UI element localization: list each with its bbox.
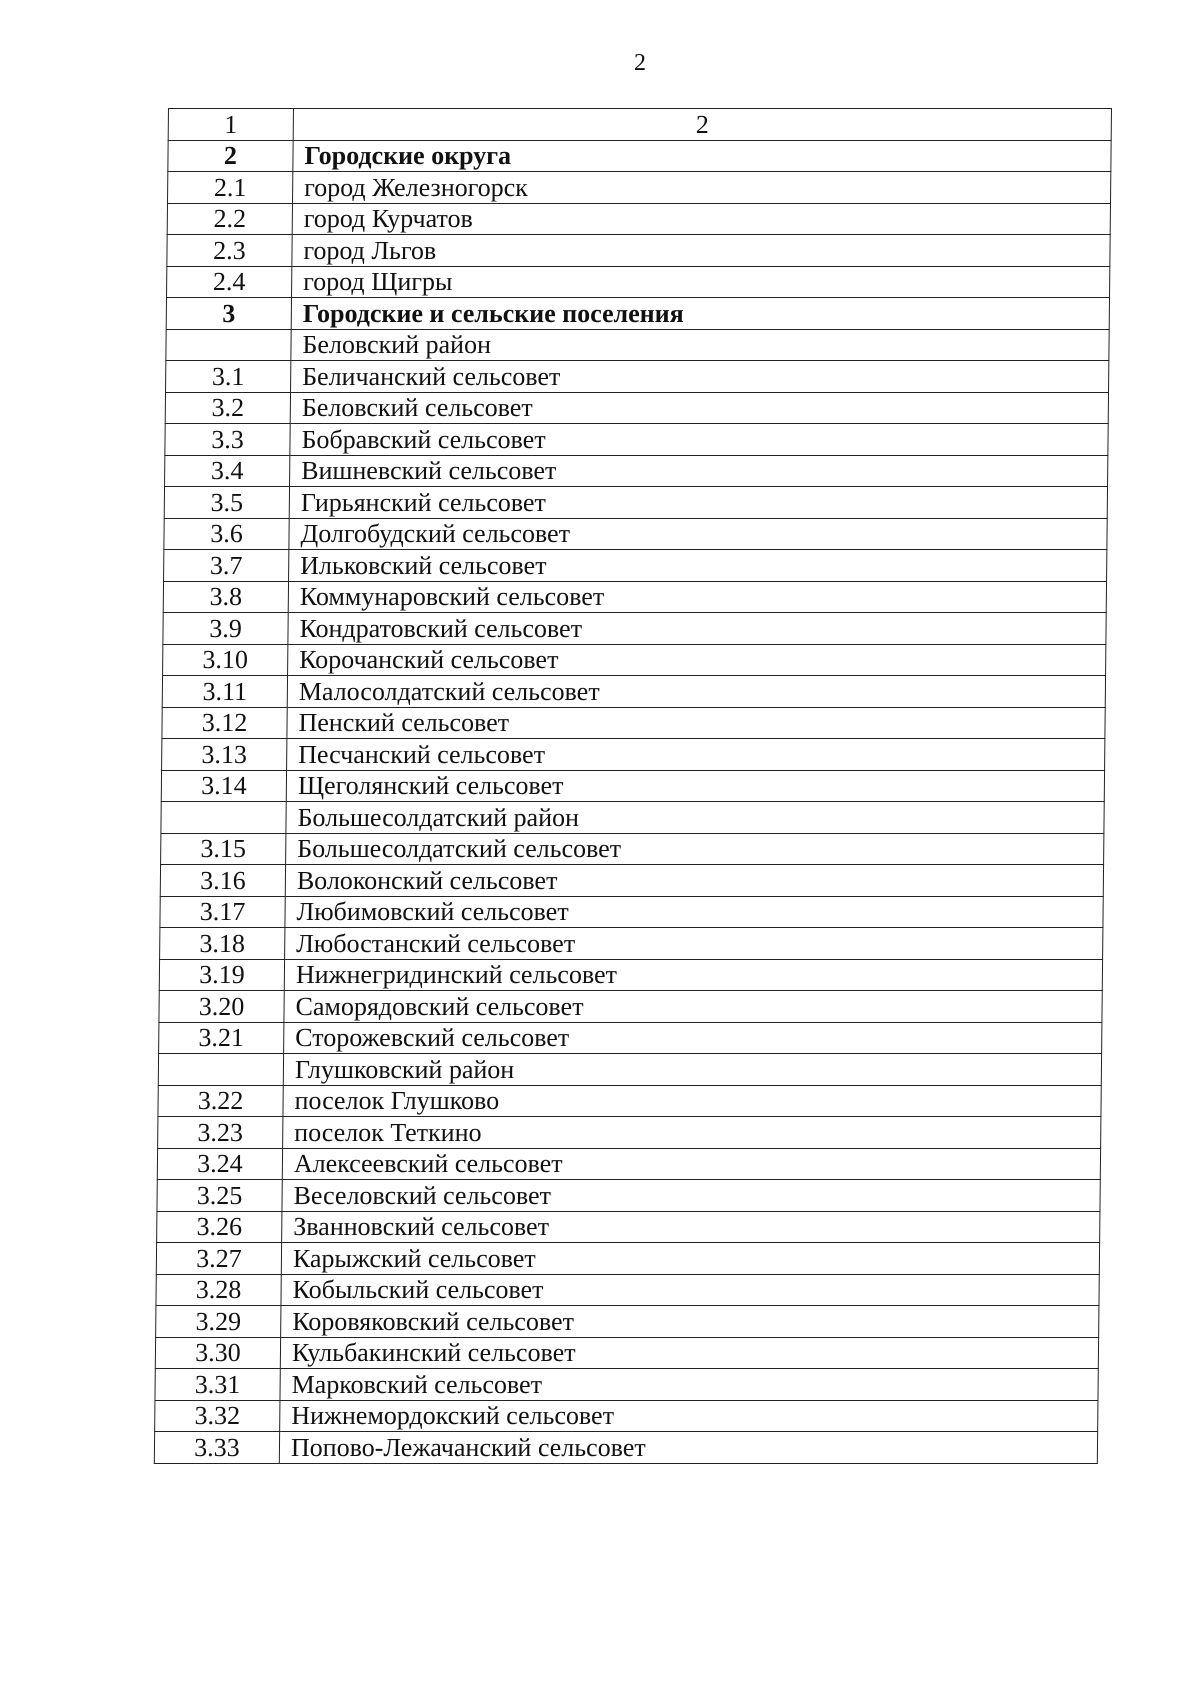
table-row <box>155 1337 1098 1369</box>
row-name-cell: Коровяковский сельсовет <box>281 1306 1099 1338</box>
row-number-cell: 3.11 <box>162 676 287 708</box>
table-row <box>165 392 1108 424</box>
district-row <box>158 1054 1101 1086</box>
row-number-cell: 3.8 <box>163 581 288 613</box>
table-row <box>159 959 1102 991</box>
row-number-cell: 3.33 <box>154 1432 279 1464</box>
row-number-cell: 3.3 <box>165 424 290 456</box>
table-row <box>162 676 1105 708</box>
row-number-cell: 3.16 <box>160 865 285 897</box>
row-name-cell: поселок Глушково <box>283 1085 1101 1117</box>
table-row <box>161 833 1104 865</box>
row-number-cell: 3.12 <box>162 707 287 739</box>
row-number-cell: 3.29 <box>156 1306 281 1338</box>
row-number-cell: 3.21 <box>159 1022 284 1054</box>
municipalities-table <box>154 108 1112 1464</box>
row-number-cell: 3.23 <box>158 1117 283 1149</box>
row-name-cell: Беловский район <box>291 329 1109 361</box>
row-name-cell: Званновский сельсовет <box>282 1211 1100 1243</box>
row-name-cell: Бобравский сельсовет <box>290 424 1108 456</box>
table-row <box>158 1117 1101 1149</box>
table-row <box>159 1022 1102 1054</box>
table-row <box>156 1274 1099 1306</box>
header-cell-name: 2 <box>293 109 1111 141</box>
table-row <box>167 203 1110 235</box>
table-row <box>166 361 1109 393</box>
row-number-cell: 3.22 <box>158 1085 283 1117</box>
row-number-cell: 3.5 <box>164 487 289 519</box>
district-row <box>166 329 1109 361</box>
row-name-cell: Большесолдатский сельсовет <box>286 833 1104 865</box>
row-name-cell: Глушковский район <box>283 1054 1101 1086</box>
row-number-cell: 3.30 <box>155 1337 280 1369</box>
table-body <box>154 109 1111 1464</box>
row-number-cell <box>158 1054 283 1086</box>
row-name-cell: Беличанский сельсовет <box>291 361 1109 393</box>
row-number-cell: 3.32 <box>155 1400 280 1432</box>
table-row <box>163 644 1106 676</box>
table-row <box>154 1432 1097 1464</box>
row-number-cell: 3.1 <box>166 361 291 393</box>
row-number-cell: 3.4 <box>165 455 290 487</box>
row-name-cell: Сторожевский сельсовет <box>284 1022 1102 1054</box>
row-name-cell: город Льгов <box>292 235 1110 267</box>
row-number-cell: 3.26 <box>157 1211 282 1243</box>
table-header-row <box>168 109 1111 141</box>
row-name-cell: Гирьянский сельсовет <box>289 487 1107 519</box>
table-row <box>165 424 1108 456</box>
table-row <box>164 487 1107 519</box>
table-row <box>159 991 1102 1023</box>
row-number-cell: 3.14 <box>161 770 286 802</box>
row-name-cell: Вишневский сельсовет <box>290 455 1108 487</box>
row-name-cell: город Щигры <box>292 266 1110 298</box>
row-number-cell: 3.25 <box>157 1180 282 1212</box>
header-cell-number: 1 <box>168 109 293 141</box>
row-name-cell: Веселовский сельсовет <box>282 1180 1100 1212</box>
row-name-cell: Любостанский сельсовет <box>285 928 1103 960</box>
table-row <box>160 928 1103 960</box>
district-row <box>161 802 1104 834</box>
row-number-cell: 2.3 <box>167 235 292 267</box>
row-name-cell: Малосолдатский сельсовет <box>287 676 1105 708</box>
section-row <box>168 140 1111 172</box>
row-name-cell: Корочанский сельсовет <box>288 644 1106 676</box>
row-number-cell: 3.13 <box>162 739 287 771</box>
row-name-cell: город Курчатов <box>292 203 1110 235</box>
table-row <box>164 518 1107 550</box>
row-name-cell: Беловский сельсовет <box>290 392 1108 424</box>
row-name-cell: Нижнемордокский сельсовет <box>280 1400 1098 1432</box>
row-number-cell: 2.2 <box>167 203 292 235</box>
row-number-cell: 3.15 <box>161 833 286 865</box>
row-number-cell: 3.28 <box>156 1274 281 1306</box>
table-row <box>155 1400 1098 1432</box>
row-name-cell: Нижнегридинский сельсовет <box>284 959 1102 991</box>
row-name-cell: Городские и сельские поселения <box>291 298 1109 330</box>
row-number-cell: 3.24 <box>157 1148 282 1180</box>
row-number-cell: 3.6 <box>164 518 289 550</box>
row-name-cell: Марковский сельсовет <box>280 1369 1098 1401</box>
table-row <box>163 613 1106 645</box>
row-name-cell: город Железногорск <box>293 172 1111 204</box>
section-row <box>166 298 1109 330</box>
row-number-cell: 3.10 <box>163 644 288 676</box>
row-name-cell: Большесолдатский район <box>286 802 1104 834</box>
row-number-cell: 2.4 <box>167 266 292 298</box>
table-row <box>156 1306 1099 1338</box>
page-number: 2 <box>634 50 646 76</box>
row-number-cell: 3.19 <box>159 959 284 991</box>
table-row <box>155 1369 1098 1401</box>
row-name-cell: Щеголянский сельсовет <box>286 770 1104 802</box>
table-row <box>156 1243 1099 1275</box>
row-name-cell: Карыжский сельсовет <box>281 1243 1099 1275</box>
row-name-cell: Попово-Лежачанский сельсовет <box>279 1432 1097 1464</box>
table-row <box>167 235 1110 267</box>
table-row <box>160 865 1103 897</box>
row-name-cell: Кульбакинский сельсовет <box>280 1337 1098 1369</box>
table-row <box>163 581 1106 613</box>
table-row <box>162 707 1105 739</box>
table-row <box>157 1180 1100 1212</box>
row-name-cell: Долгобудский сельсовет <box>289 518 1107 550</box>
row-number-cell: 3.9 <box>163 613 288 645</box>
row-name-cell: Городские округа <box>293 140 1111 172</box>
row-name-cell: поселок Теткино <box>283 1117 1101 1149</box>
row-name-cell: Кобыльский сельсовет <box>281 1274 1099 1306</box>
table-row <box>168 172 1111 204</box>
table-row <box>157 1148 1100 1180</box>
row-number-cell <box>161 802 286 834</box>
row-number-cell: 2.1 <box>168 172 293 204</box>
row-number-cell: 3.31 <box>155 1369 280 1401</box>
row-number-cell: 3.27 <box>156 1243 281 1275</box>
row-number-cell: 3.7 <box>164 550 289 582</box>
table-row <box>161 770 1104 802</box>
row-number-cell: 3.2 <box>165 392 290 424</box>
row-name-cell: Коммунаровский сельсовет <box>288 581 1106 613</box>
row-name-cell: Песчанский сельсовет <box>287 739 1105 771</box>
row-name-cell: Любимовский сельсовет <box>285 896 1103 928</box>
table-row <box>164 550 1107 582</box>
row-number-cell: 3.18 <box>160 928 285 960</box>
row-number-cell <box>166 329 291 361</box>
table-row <box>158 1085 1101 1117</box>
row-number-cell: 3 <box>166 298 291 330</box>
row-name-cell: Саморядовский сельсовет <box>284 991 1102 1023</box>
row-number-cell: 3.17 <box>160 896 285 928</box>
row-name-cell: Алексеевский сельсовет <box>282 1148 1100 1180</box>
row-name-cell: Кондратовский сельсовет <box>288 613 1106 645</box>
row-name-cell: Пенский сельсовет <box>287 707 1105 739</box>
row-number-cell: 2 <box>168 140 293 172</box>
row-name-cell: Волоконский сельсовет <box>285 865 1103 897</box>
row-name-cell: Ильковский сельсовет <box>289 550 1107 582</box>
table-row <box>160 896 1103 928</box>
row-number-cell: 3.20 <box>159 991 284 1023</box>
table-row <box>162 739 1105 771</box>
table-row <box>167 266 1110 298</box>
table-row <box>157 1211 1100 1243</box>
table-row <box>165 455 1108 487</box>
